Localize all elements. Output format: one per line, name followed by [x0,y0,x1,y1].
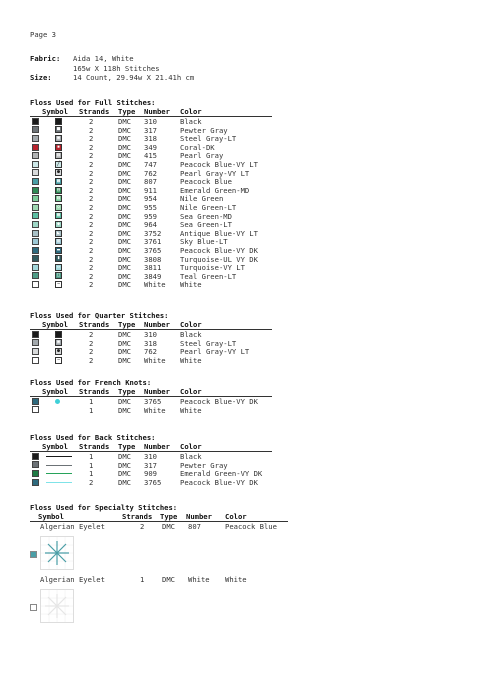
cell-type: DMC [118,347,131,357]
table-row [30,272,290,281]
section-title: Floss Used for Quarter Stitches: [30,311,169,320]
cell-type: DMC [162,522,175,531]
specialty-row [30,522,295,575]
color-swatch [32,255,39,262]
color-swatch [32,118,39,125]
cell-strands: 1 [89,469,94,479]
color-swatch [32,339,39,346]
table-row [30,255,290,264]
cell-type: DMC [118,469,131,479]
specialty-row [30,575,295,628]
header-number: Number [144,387,170,396]
stitch-symbol: ▣ [56,339,60,346]
cell-color: Peacock Blue-VY LT [180,159,258,169]
algerian-eyelet-icon [40,536,74,570]
cell-strands: 2 [89,245,94,255]
full-stitches-section [30,98,290,289]
cell-number: 3765 [144,477,162,487]
cell-type: DMC [118,397,131,406]
cell-strands: 1 [89,405,94,415]
color-swatch [32,204,39,211]
cell-number: 909 [144,469,157,479]
table-row [30,160,290,169]
backstitch-line [46,456,72,457]
header-color: Color [180,387,202,396]
cell-color: Pearl Gray-VY LT [180,168,250,178]
cell-strands: 2 [89,280,94,290]
table-row [30,151,290,160]
table-row [30,117,290,126]
stitch-symbol: ▦ [56,212,60,219]
color-swatch [32,357,39,364]
table-row [30,347,290,356]
backstitch-line [46,473,72,474]
cell-strands: 2 [89,347,94,357]
table-row [30,220,290,229]
table-header [30,107,290,116]
backstitch-line [46,465,72,466]
cell-color: Sky Blue-LT [180,237,228,247]
header-symbol: Symbol [42,442,68,451]
cell-type: DMC [118,125,131,135]
color-swatch [32,238,39,245]
stitch-symbol: ▣ [56,134,60,141]
cell-type: DMC [118,330,131,339]
header-color: Color [180,107,202,116]
table-row [30,461,290,470]
section-title: Floss Used for Specialty Stitches: [30,503,178,512]
table-header [30,320,290,329]
cell-color: Turquoise-UL VY DK [180,254,258,264]
cell-color: Teal Green-LT [180,271,237,281]
cell-number: White [144,280,166,290]
color-swatch [32,348,39,355]
stitch-symbol: − [56,281,60,288]
cell-number: 3752 [144,228,162,238]
header-number: Number [144,442,170,451]
table-header [30,442,290,451]
cell-strands: 2 [89,355,94,365]
color-swatch [30,604,37,611]
cell-strands: 2 [89,151,94,161]
cell-strands: 1 [89,460,94,470]
cell-number: 911 [144,185,157,195]
header-type: Type [118,107,136,116]
header-type: Type [118,442,136,451]
cell-number: 964 [144,220,157,230]
cell-color: Sea Green-MD [180,211,232,221]
color-swatch [32,398,39,405]
cell-type: DMC [118,452,131,461]
table-row [30,186,290,195]
cell-number: 954 [144,194,157,204]
cell-type: DMC [118,237,131,247]
cell-type: DMC [118,220,131,230]
cell-color: Peacock Blue-VY DK [180,477,258,487]
header-symbol: Symbol [42,107,68,116]
stitch-symbol: − [56,356,60,363]
cell-color: Steel Gray-LT [180,134,237,144]
cell-strands: 2 [140,522,145,531]
cell-number: 807 [188,522,201,531]
table-row [30,134,290,143]
table-row [30,169,290,178]
cell-color: White [225,575,247,584]
cell-strands: 2 [89,211,94,221]
table-row [30,469,290,478]
color-swatch [32,161,39,168]
stitch-symbol: ◆ [56,220,60,227]
cell-type: DMC [118,338,131,348]
table-row [30,237,290,246]
cell-strands: 1 [140,575,145,584]
header-symbol: Symbol [42,320,68,329]
cell-strands: 2 [89,142,94,152]
cell-color: Turquoise-VY LT [180,263,245,273]
cell-type: DMC [118,211,131,221]
color-swatch [32,479,39,486]
cell-color: Peacock Blue [225,522,277,531]
stitch-symbol: ╱ [56,160,60,167]
french-knot-dot [55,399,60,404]
cell-color: White [180,355,202,365]
color-swatch [32,470,39,477]
stitch-symbol: ● [56,169,60,176]
stitch-symbol: ▮ [56,255,60,262]
cell-number: White [144,405,166,415]
cell-number: 349 [144,142,157,152]
cell-strands: 2 [89,159,94,169]
table-row [30,126,290,135]
color-swatch [32,152,39,159]
cell-number: 317 [144,460,157,470]
cell-color: Peacock Blue-VY DK [180,397,258,406]
cell-strands: 2 [89,220,94,230]
stitch-symbol [55,118,62,125]
cell-strands: 1 [89,397,94,406]
cell-strands: 2 [89,263,94,273]
cell-color: Peacock Blue-VY DK [180,245,258,255]
stitch-symbol: ▧ [56,195,60,202]
cell-strands: 2 [89,477,94,487]
header-cell: Type [160,512,178,521]
fabric-value: Aida 14, White [73,54,134,63]
table-row [30,203,290,212]
cell-number: 318 [144,134,157,144]
cell-number: 3765 [144,397,162,406]
cell-strands: 2 [89,125,94,135]
color-swatch [32,144,39,151]
cell-number: White [188,575,210,584]
french-stitches-section [30,378,290,414]
color-swatch [32,453,39,460]
cell-strands: 2 [89,117,94,126]
cell-strands: 2 [89,330,94,339]
cell-number: 747 [144,159,157,169]
cell-number: 317 [144,125,157,135]
size-key: Size: [30,73,52,82]
table-row [30,143,290,152]
header-cell: Strands [122,512,153,521]
header-type: Type [118,320,136,329]
cell-color: White [180,280,202,290]
cell-color: Pearl Gray-VY LT [180,347,250,357]
cell-strands: 2 [89,254,94,264]
cell-type: DMC [118,142,131,152]
table-row [30,263,290,272]
cell-number: 3811 [144,263,162,273]
header-strands: Strands [79,442,110,451]
cell-color: Peacock Blue [180,177,232,187]
color-swatch [32,247,39,254]
cell-number: 415 [144,151,157,161]
header-color: Color [180,442,202,451]
stitch-symbol: ▬ [56,246,60,253]
cell-number: 955 [144,202,157,212]
color-swatch [30,551,37,558]
cell-number: 3761 [144,237,162,247]
cell-color: Coral-DK [180,142,215,152]
color-swatch [32,272,39,279]
section-title: Floss Used for French Knots: [30,378,152,387]
stitch-symbol: ▤ [56,186,60,193]
back-stitches-section [30,433,290,486]
table-row [30,194,290,203]
cell-strands: 2 [89,168,94,178]
cell-color: Emerald Green-MD [180,185,250,195]
table-row [30,356,290,365]
cell-strands: 2 [89,202,94,212]
color-swatch [32,221,39,228]
cell-type: DMC [118,151,131,161]
cell-type: DMC [118,134,131,144]
cell-type: DMC [118,477,131,487]
algerian-eyelet-icon [40,589,74,623]
color-swatch [32,331,39,338]
fabric-key: Fabric: [30,54,61,63]
cell-strands: 2 [89,237,94,247]
page-label: Page 3 [30,30,56,39]
cell-strands: 2 [89,338,94,348]
cell-type: DMC [118,159,131,169]
cell-type: DMC [118,245,131,255]
header-strands: Strands [79,387,110,396]
cell-color: White [180,405,202,415]
cell-number: 959 [144,211,157,221]
table-row [30,339,290,348]
color-swatch [32,178,39,185]
table-row [30,406,290,415]
cell-color: Antique Blue-VY LT [180,228,258,238]
stitches-value: 165w X 118h Stitches [73,63,160,73]
cell-type: DMC [118,185,131,195]
cell-color: Pewter Gray [180,125,228,135]
header-strands: Strands [79,320,110,329]
cell-color: Pearl Gray [180,151,224,161]
color-swatch [32,195,39,202]
header-cell: Number [186,512,212,521]
table-row [30,397,290,406]
header-number: Number [144,320,170,329]
stitch-symbol: ◇ [56,203,60,210]
fabric-info [30,54,194,83]
cell-type: DMC [118,202,131,212]
cell-number: 310 [144,117,157,126]
cell-type: DMC [118,271,131,281]
color-swatch [32,212,39,219]
header-strands: Strands [79,107,110,116]
cell-number: 310 [144,330,157,339]
stitch-symbol: ▩ [56,177,60,184]
color-swatch [32,126,39,133]
cell-color: Emerald Green-VY DK [180,469,263,479]
section-title: Floss Used for Back Stitches: [30,433,156,442]
stitch-symbol: ● [56,347,60,354]
cell-color: Nile Green [180,194,224,204]
cell-type: DMC [162,575,175,584]
table-header [30,512,295,521]
stitch-symbol: ▨ [56,152,60,159]
cell-type: DMC [118,254,131,264]
header-type: Type [118,387,136,396]
cell-strands: 2 [89,134,94,144]
header-number: Number [144,107,170,116]
stitch-symbol: ▪ [56,143,60,150]
cell-number: 310 [144,452,157,461]
color-swatch [32,264,39,271]
table-row [30,280,290,289]
cell-type: DMC [118,405,131,415]
color-swatch [32,281,39,288]
table-row [30,246,290,255]
cell-number: 3849 [144,271,162,281]
stitch-symbol: ▥ [56,238,60,245]
table-row [30,229,290,238]
table-row [30,212,290,221]
cell-type: DMC [118,263,131,273]
stitch-symbol [55,331,62,338]
cell-strands: 2 [89,271,94,281]
cell-type: DMC [118,177,131,187]
cell-color: Steel Gray-LT [180,338,237,348]
color-swatch [32,230,39,237]
color-swatch [32,461,39,468]
cell-number: 762 [144,347,157,357]
stitch-symbol: □ [56,272,60,279]
stitch-symbol: ▭ [56,263,60,270]
table-row [30,177,290,186]
backstitch-line [46,482,72,483]
cell-type: DMC [118,194,131,204]
cell-color: Pewter Gray [180,460,228,470]
cell-name: Algerian Eyelet [40,575,105,584]
cell-strands: 1 [89,452,94,461]
table-header [30,387,290,396]
section-title: Floss Used for Full Stitches: [30,98,156,107]
cell-number: 318 [144,338,157,348]
quarter-stitches-section [30,311,290,364]
cell-number: 3808 [144,254,162,264]
stitch-symbol: ◣ [56,229,60,236]
cell-strands: 2 [89,228,94,238]
cell-type: DMC [118,460,131,470]
cell-type: DMC [118,280,131,290]
color-swatch [32,169,39,176]
color-swatch [32,187,39,194]
cell-type: DMC [118,168,131,178]
cell-number: 807 [144,177,157,187]
cell-type: DMC [118,228,131,238]
header-symbol: Symbol [42,387,68,396]
cell-strands: 2 [89,185,94,195]
cell-strands: 2 [89,194,94,204]
size-value: 14 Count, 29.94w X 21.41h cm [73,73,195,82]
table-row [30,478,290,487]
table-row [30,452,290,461]
cell-color: Sea Green-LT [180,220,232,230]
cell-strands: 2 [89,177,94,187]
cell-number: 762 [144,168,157,178]
header-cell: Color [225,512,247,521]
cell-name: Algerian Eyelet [40,522,105,531]
color-swatch [32,135,39,142]
table-row [30,330,290,339]
cell-type: DMC [118,117,131,126]
cell-color: Nile Green-LT [180,202,237,212]
stitch-symbol: ■ [56,126,60,133]
cell-color: Black [180,117,202,126]
cell-number: 3765 [144,245,162,255]
specialty-stitches-section [30,503,295,628]
cell-color: Black [180,452,202,461]
color-swatch [32,406,39,413]
cell-number: White [144,355,166,365]
cell-color: Black [180,330,202,339]
cell-type: DMC [118,355,131,365]
header-color: Color [180,320,202,329]
header-cell: Symbol [38,512,64,521]
